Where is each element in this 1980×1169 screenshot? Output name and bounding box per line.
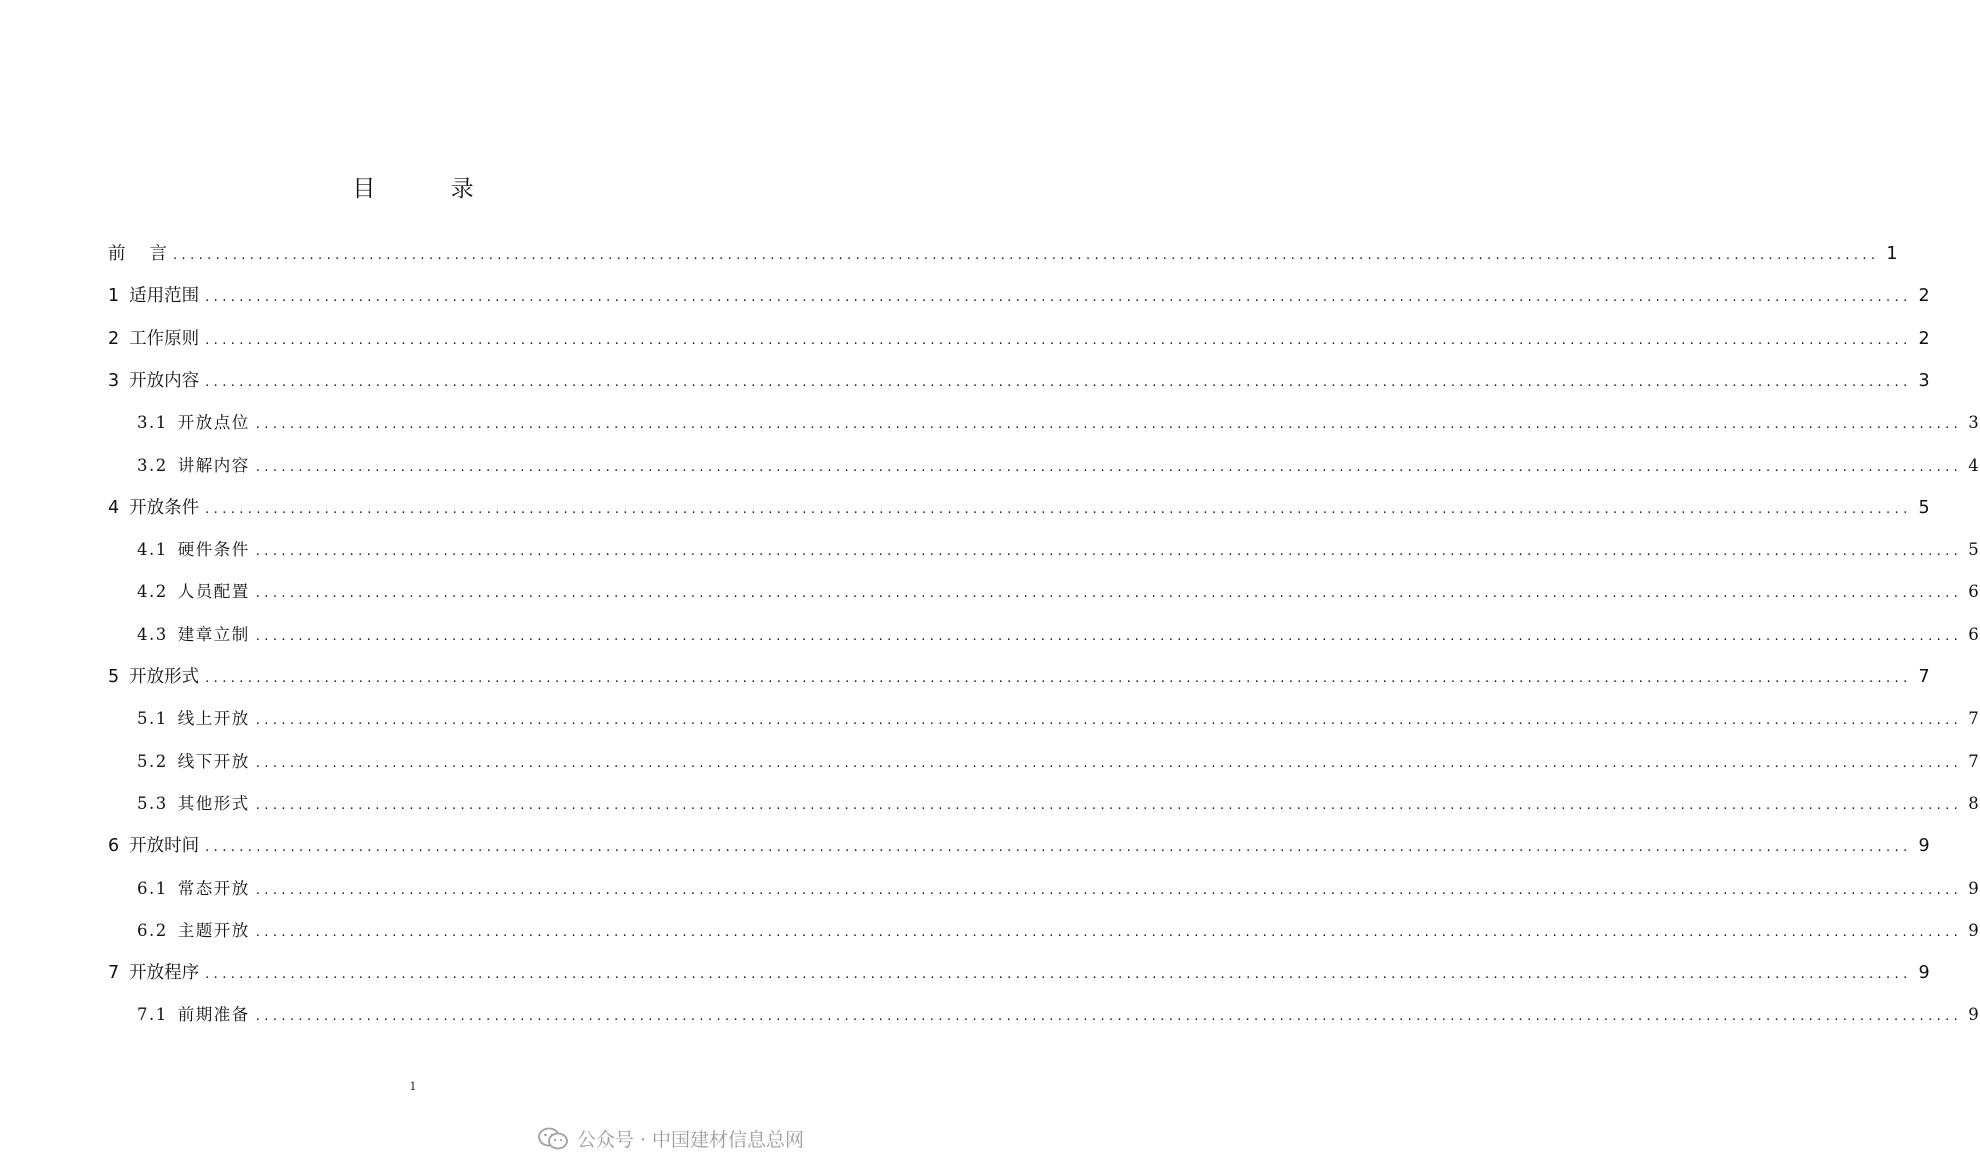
toc-entry-page: 7: [1968, 709, 1980, 729]
toc-entry-page: 6: [1968, 624, 1980, 644]
toc-entry-number: 1: [108, 286, 120, 307]
toc-entry-label: 前期准备: [177, 1005, 250, 1025]
toc-entry-page: 4: [1968, 455, 1980, 475]
toc-entry-label: 开放条件: [129, 497, 200, 518]
page-number: 1: [409, 1080, 417, 1093]
toc-entry-page: 7: [1968, 751, 1980, 771]
toc-entry: [108, 494, 1930, 524]
toc-entry-number: 3.1: [137, 413, 168, 433]
toc-entry: [137, 917, 1980, 947]
toc-entry: [137, 536, 1980, 566]
toc-entry-label: 讲解内容: [177, 455, 250, 475]
toc-entry-number: 5.1: [137, 709, 168, 729]
toc-entry-page: 1: [1886, 244, 1898, 264]
dot-leader: ........................................................................................................................................................................................................: [173, 248, 1880, 263]
toc-entry: [108, 325, 1930, 355]
toc-entry-number: 3: [108, 370, 120, 391]
dot-leader: ........................................................................................................................................................................................................: [205, 290, 1912, 306]
toc-entry: [137, 790, 1980, 820]
toc-entry-label: 其他形式: [177, 793, 250, 813]
dot-leader: ........................................................................................................................................................................................................: [255, 544, 1963, 560]
dot-leader: ........................................................................................................................................................................................................: [205, 967, 1912, 983]
toc-entry: [108, 367, 1930, 397]
toc-entry-label: 主题开放: [177, 920, 250, 940]
toc-entry-number: 4.3: [137, 624, 168, 644]
toc-entry-number: 6.1: [137, 878, 168, 898]
toc-entry-page: 6: [1968, 582, 1980, 602]
toc-entry: [108, 959, 1930, 989]
toc-entry-page: 2: [1918, 328, 1930, 349]
toc-entry-number: 6: [108, 836, 120, 857]
toc-entry-number: 7.1: [137, 1005, 168, 1025]
dot-leader: ........................................................................................................................................................................................................: [255, 1009, 1963, 1025]
toc-entry-number: 4: [108, 497, 120, 518]
toc-entry-page: 9: [1918, 963, 1930, 984]
toc-entry: [137, 875, 1980, 905]
toc-entry-number: 6.2: [137, 920, 168, 940]
toc-entry: [137, 452, 1980, 482]
toc-entry: [137, 1001, 1980, 1031]
dot-leader: ........................................................................................................................................................................................................: [255, 628, 1963, 644]
toc-entry-page: 9: [1968, 878, 1980, 898]
toc-entry-number: 2: [108, 328, 120, 349]
toc-entry-page: 5: [1918, 497, 1930, 518]
toc-entry-label: 工作原则: [129, 328, 200, 349]
dot-leader: ........................................................................................................................................................................................................: [255, 924, 1963, 940]
toc-entry-number: 前: [108, 244, 126, 264]
toc-entry-label: 线下开放: [177, 751, 250, 771]
toc-entry-label: 开放点位: [177, 413, 250, 433]
toc-entry-page: 3: [1918, 370, 1930, 391]
toc-entry-label: 开放程序: [129, 963, 200, 984]
toc-entry: [108, 240, 1898, 270]
toc-entry-label: 言: [149, 244, 167, 264]
dot-leader: ........................................................................................................................................................................................................: [205, 374, 1912, 390]
toc-entry: [108, 832, 1930, 862]
toc-entry-label: 常态开放: [177, 878, 250, 898]
toc-entry-label: 开放内容: [129, 370, 200, 391]
dot-leader: ........................................................................................................................................................................................................: [255, 713, 1963, 729]
dot-leader: ........................................................................................................................................................................................................: [205, 501, 1912, 517]
toc-entry-label: 开放时间: [129, 836, 200, 857]
toc-entry: [137, 705, 1980, 735]
toc-entry-number: 5.3: [137, 793, 168, 813]
wechat-logo-icon: [537, 1127, 569, 1151]
toc-entry-label: 适用范围: [129, 286, 200, 307]
toc-entry-page: 3: [1968, 413, 1980, 433]
toc-entry-label: 建章立制: [177, 624, 250, 644]
toc-entry-label: 线上开放: [177, 709, 250, 729]
toc-entry-page: 5: [1968, 540, 1980, 560]
toc-entry: [108, 663, 1930, 693]
dot-leader: ........................................................................................................................................................................................................: [255, 586, 1963, 602]
toc-entry: [137, 748, 1980, 778]
toc-entry-number: 4.1: [137, 540, 168, 560]
page-title: 目 录: [352, 176, 508, 202]
toc-entry-page: 2: [1918, 286, 1930, 307]
toc-entry-number: 5: [108, 667, 120, 687]
toc-entry: [137, 621, 1980, 651]
dot-leader: ........................................................................................................................................................................................................: [255, 797, 1963, 813]
toc-entry-page: 8: [1968, 793, 1980, 813]
toc-entry-page: 9: [1968, 1005, 1980, 1025]
toc-entry: [108, 282, 1930, 312]
dot-leader: ........................................................................................................................................................................................................: [205, 840, 1912, 856]
dot-leader: ........................................................................................................................................................................................................: [205, 332, 1912, 348]
toc-entry-number: 5.2: [137, 751, 168, 771]
toc-entry: [137, 409, 1980, 439]
toc-entry: [137, 578, 1980, 608]
toc-entry-number: 4.2: [137, 582, 168, 602]
toc-entry-page: 9: [1918, 836, 1930, 857]
dot-leader: ........................................................................................................................................................................................................: [255, 882, 1963, 898]
watermark: [537, 1125, 804, 1152]
toc-entry-label: 开放形式: [129, 667, 200, 687]
dot-leader: ........................................................................................................................................................................................................: [205, 671, 1912, 686]
toc-entry-label: 人员配置: [177, 582, 250, 602]
toc-entry-label: 硬件条件: [177, 540, 250, 560]
dot-leader: ........................................................................................................................................................................................................: [255, 755, 1963, 771]
dot-leader: ........................................................................................................................................................................................................: [255, 417, 1963, 433]
dot-leader: ........................................................................................................................................................................................................: [255, 459, 1963, 475]
watermark-text: 公众号 · 中国建材信息总网: [576, 1129, 804, 1151]
toc-entry-page: 9: [1968, 920, 1980, 940]
toc-entry-number: 3.2: [137, 455, 168, 475]
toc-entry-number: 7: [108, 963, 120, 984]
toc-entry-page: 7: [1918, 667, 1930, 687]
